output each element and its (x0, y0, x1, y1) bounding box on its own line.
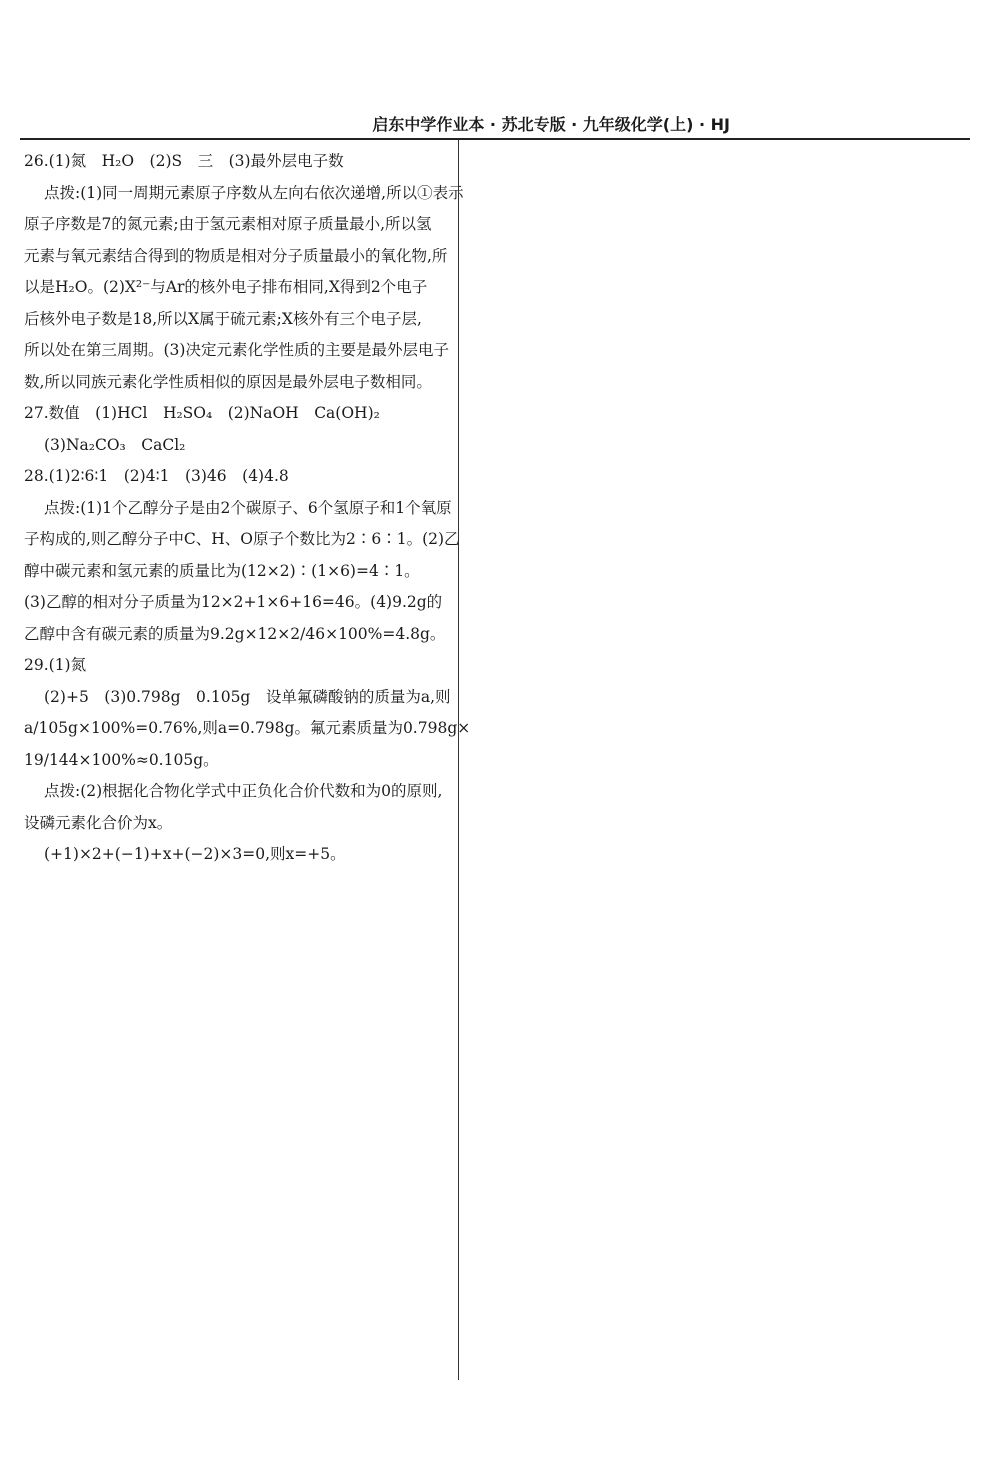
answer-line: 子构成的,则乙醇分子中C、H、O原子个数比为2∶6∶1。(2)乙 (24, 530, 460, 548)
answer-line: 29.(1)氮 (24, 656, 87, 674)
header-rule (20, 138, 970, 140)
answer-line: 元素与氧元素结合得到的物质是相对分子质量最小的氧化物,所 (24, 246, 448, 265)
answer-line: 28.(1)2∶6∶1 (2)4∶1 (3)46 (4)4.8 (24, 467, 289, 485)
answer-line: 点拨:(1)1个乙醇分子是由2个碳原子、6个氢原子和1个氧原 (44, 498, 452, 517)
column-divider (458, 140, 459, 1380)
answer-line: a/105g×100%=0.76%,则a=0.798g。氟元素质量为0.798g× (24, 719, 471, 737)
answer-line: 数,所以同族元素化学性质相似的原因是最外层电子数相同。 (24, 372, 432, 391)
answer-line: 设磷元素化合价为x。 (24, 813, 173, 832)
answer-line: (+1)×2+(−1)+x+(−2)×3=0,则x=+5。 (44, 845, 346, 863)
answer-line: 点拨:(2)根据化合物化学式中正负化合价代数和为0的原则, (44, 782, 443, 800)
answer-line: 原子序数是7的氮元素;由于氢元素相对原子质量最小,所以氢 (24, 215, 432, 233)
answer-line: 19/144×100%≈0.105g。 (24, 750, 219, 769)
answer-line: (3)乙醇的相对分子质量为12×2+1×6+16=46。(4)9.2g的 (24, 593, 443, 611)
answer-line: 点拨:(1)同一周期元素原子序数从左向右依次递增,所以①表示 (44, 183, 464, 202)
answer-line: 以是H₂O。(2)X²⁻与Ar的核外电子排布相同,X得到2个电子 (24, 278, 428, 296)
left-column (24, 146, 471, 871)
page-header: 启东中学作业本 · 苏北专版 · 九年级化学(上) · HJ (372, 115, 730, 134)
answer-line: 26.(1)氮 H₂O (2)S 三 (3)最外层电子数 (24, 152, 344, 170)
answer-line: (3)Na₂CO₃ CaCl₂ (44, 435, 186, 454)
answer-line: 乙醇中含有碳元素的质量为9.2g×12×2/46×100%=4.8g。 (24, 624, 446, 643)
answer-line: 后核外电子数是18,所以X属于硫元素;X核外有三个电子层, (24, 309, 422, 328)
answer-line: 27.数值 (1)HCl H₂SO₄ (2)NaOH Ca(OH)₂ (24, 404, 380, 422)
answer-line: 所以处在第三周期。(3)决定元素化学性质的主要是最外层电子 (24, 341, 449, 359)
answer-line: (2)+5 (3)0.798g 0.105g 设单氟磷酸钠的质量为a,则 (44, 687, 451, 706)
answer-line: 醇中碳元素和氢元素的质量比为(12×2)∶(1×6)=4∶1。 (24, 561, 420, 580)
